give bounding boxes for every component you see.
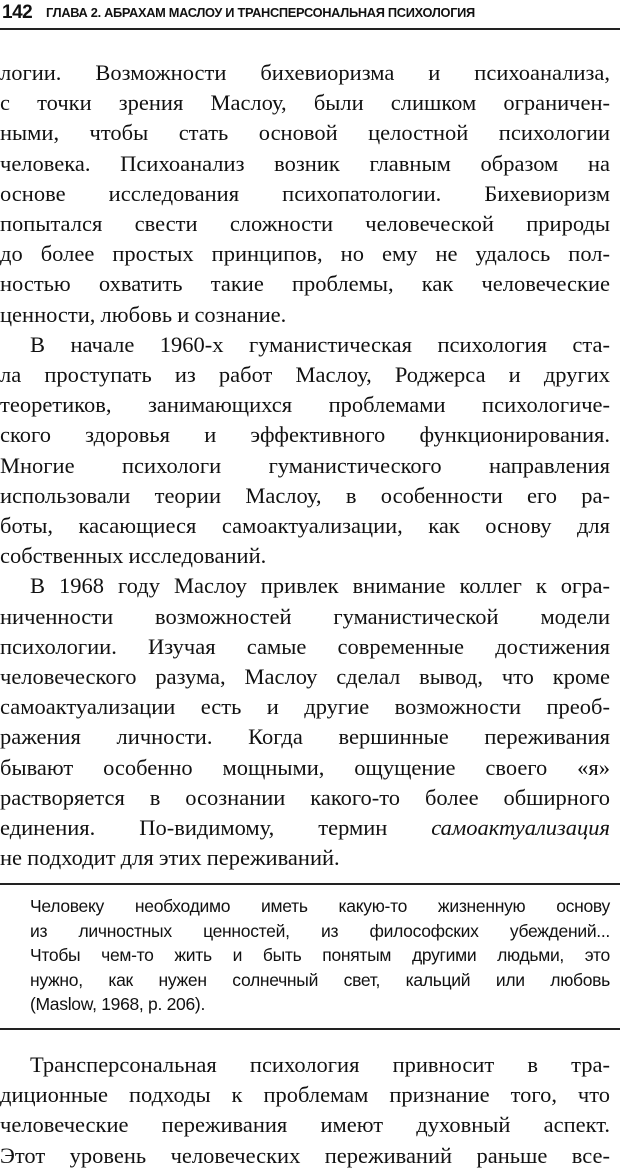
text-line: ского здоровья и эффективного функционирования. <box>0 422 610 448</box>
text-line: Многие психологи гуманистического направления <box>0 452 610 478</box>
text-line: диционные подходы к проблемам признание того, что <box>0 1082 610 1108</box>
quote-line: (Maslow, 1968, p. 206). <box>30 994 206 1015</box>
emphasized-term: самоактуализация <box>431 815 610 840</box>
quote-top-rule <box>0 883 620 885</box>
quote-line: Человеку необходимо иметь какую-то жизненную основу <box>30 896 610 917</box>
text-line: В 1968 году Маслоу привлек внимание коллег к огра- <box>30 573 610 599</box>
text-line: до более простых принципов, но ему не удалось пол- <box>0 241 610 267</box>
text-line: попытался свести сложности человеческой природы <box>0 211 610 236</box>
text-line: боты, касающиеся самоактуализации, как основу для <box>0 513 610 538</box>
text-line: теоретиков, занимающихся проблемами психологиче- <box>0 392 610 418</box>
quote-line: нужно, как нужен солнечный свет, кальций или любовь <box>30 969 610 990</box>
page-header <box>0 0 620 30</box>
header-rule <box>0 28 620 30</box>
text-line: психологии. Изучая самые современные достижения <box>0 633 610 659</box>
text-line: Трансперсональная психология привносит в тра- <box>30 1051 610 1077</box>
text-line: ными, чтобы стать основой целостной психологии <box>0 120 610 146</box>
text-line: ценности, любовь и сознание. <box>0 301 287 327</box>
text-line: использовали теории Маслоу, в особенности его ра- <box>0 482 610 508</box>
text-line: с точки зрения Маслоу, были слишком ограничен- <box>0 90 610 116</box>
text-line: ностью охватить такие проблемы, как человеческие <box>0 271 610 297</box>
text-line: ниченности возможностей гуманистической модели <box>0 603 610 629</box>
text-line: человеческого разума, Маслоу сделал вывод, что кроме <box>0 664 610 689</box>
text-line: растворяется в осознании какого-то более обширного <box>0 784 610 810</box>
text-line: не подходит для этих переживаний. <box>0 845 340 871</box>
text-line: ла проступать из работ Маслоу, Роджерса и других <box>0 362 610 387</box>
page-number: 142 <box>2 2 33 23</box>
text-line: человека. Психоанализ возник главным образом на <box>0 150 610 176</box>
text-line: основе исследования психопатологии. Бихевиоризм <box>0 180 610 206</box>
text-line: логии. Возможности бихевиоризма и психоанализа, <box>0 60 610 85</box>
quote-line: из личностных ценностей, из философских убеждений... <box>30 920 610 941</box>
text-line: самоактуализации есть и другие возможности преоб- <box>0 694 610 720</box>
quote-bottom-rule <box>0 1028 620 1030</box>
text-line-with-emphasis <box>0 813 610 843</box>
text-line: собственных исследований. <box>0 543 267 569</box>
text-span: единения. По-видимому, термин <box>0 815 432 840</box>
text-line: Этот уровень человеческих переживаний раньше все- <box>0 1142 610 1168</box>
text-line: бывают особенно мощными, ощущение своего «я» <box>0 754 610 780</box>
text-line: человеческие переживания имеют духовный аспект. <box>0 1112 610 1138</box>
quote-line: Чтобы чем-то жить и быть понятым другими людьми, это <box>30 945 610 966</box>
text-line: ражения личности. Когда вершинные переживания <box>0 724 610 750</box>
text-line: В начале 1960-х гуманистическая психология ста- <box>30 331 610 357</box>
running-head: ГЛАВА 2. АБРАХАМ МАСЛОУ И ТРАНСПЕРСОНАЛЬНАЯ ПСИХОЛОГИЯ <box>46 5 475 20</box>
